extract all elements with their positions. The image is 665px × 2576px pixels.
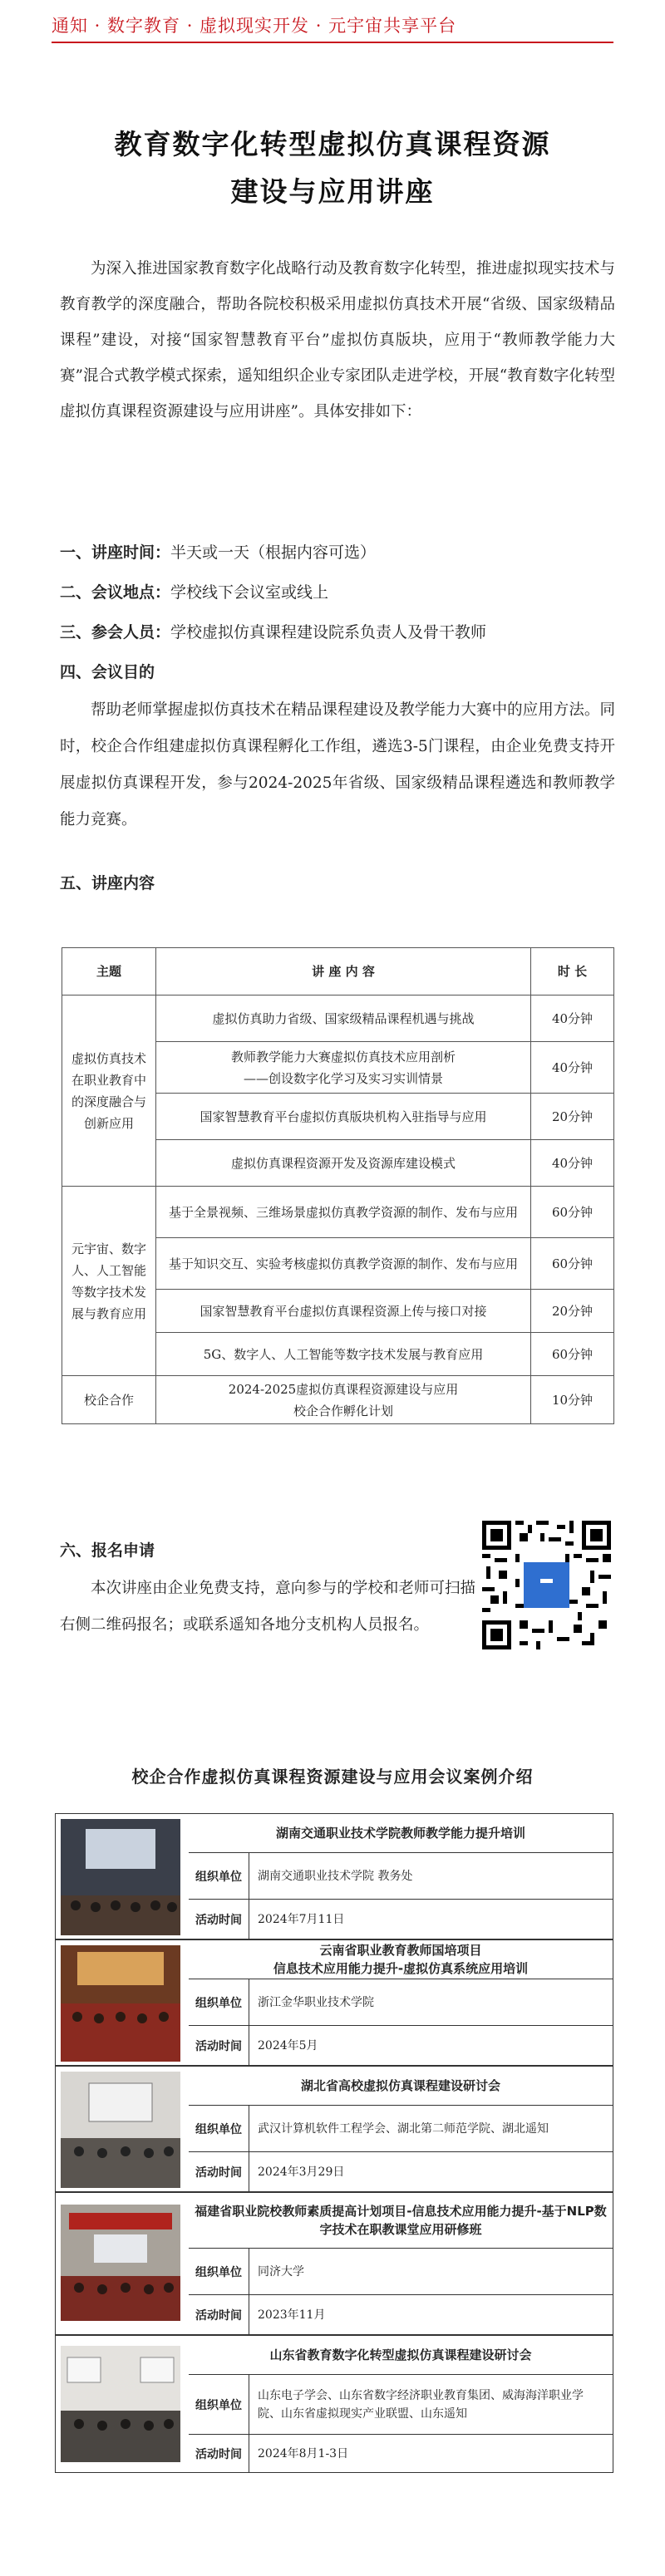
- purpose-paragraph: 帮助老师掌握虚拟仿真技术在精品课程建设及教学能力大赛中的应用方法。同时，校企合作组建虚拟仿真课程孵化工作组，遴选3-5门课程，由企业免费支持开展虚拟仿真课程开发，参与2024-2025年省级、国家级精品课程遴选和教师教学能力竞赛。: [60, 701, 615, 828]
- case-org-row: [189, 2248, 613, 2295]
- case-time-label: 活动时间: [189, 2152, 249, 2192]
- qr-code-graphic: [482, 1521, 611, 1649]
- case-org-value: 浙江金华职业技术学院: [258, 1996, 374, 2009]
- table-row: [62, 1187, 614, 1238]
- case-time-value: 2024年8月1-3日: [258, 2447, 349, 2460]
- case-org-label: 组织单位: [189, 1979, 249, 2026]
- case-photo: [61, 2346, 180, 2462]
- case-time-label: 活动时间: [189, 2295, 249, 2335]
- case-org-row: [189, 1979, 613, 2026]
- case-photo: [61, 1819, 180, 1935]
- case-title: 云南省职业教育教师国培项目 信息技术应用能力提升-虚拟仿真系统应用培训: [273, 1943, 529, 1976]
- agenda-topic-cell: 国家智慧教育平台虚拟仿真版块机构入驻指导与应用: [156, 1094, 531, 1140]
- registration-paragraph: 本次讲座由企业免费支持，意向参与的学校和老师可扫描右侧二维码报名；或联系遥知各地分支机构人员报名。: [60, 1580, 475, 1634]
- agenda-duration-cell: 60分钟: [531, 1187, 614, 1238]
- agenda-table: [62, 947, 614, 1424]
- table-row: [62, 995, 614, 1042]
- agenda-duration-cell: 20分钟: [531, 1094, 614, 1140]
- case-time-value: 2023年11月: [258, 2308, 326, 2322]
- agenda-topic-cell: 基于知识交互、实验考核虚拟仿真教学资源的制作、发布与应用: [156, 1238, 531, 1290]
- case-org-label: 组织单位: [189, 2375, 249, 2435]
- agenda-theme-cell: 虚拟仿真技术在职业教育中的深度融合与创新应用: [62, 995, 156, 1187]
- purpose-heading: 四、会议目的: [60, 663, 155, 681]
- agenda-topic-cell: 2024-2025虚拟仿真课程资源建设与应用 校企合作孵化计划: [156, 1376, 531, 1424]
- info-time-value: 半天或一天（根据内容可选）: [170, 543, 377, 562]
- case-photo: [61, 1945, 180, 2062]
- case-time-value: 2024年5月: [258, 2039, 318, 2052]
- registration-heading: 六、报名申请: [60, 1541, 155, 1560]
- registration-qr-code[interactable]: [482, 1521, 611, 1649]
- case-time-label: 活动时间: [189, 2435, 249, 2473]
- case-time-row: [189, 2434, 613, 2473]
- info-location-label: 二、会议地点：: [60, 583, 171, 602]
- case-time-label: 活动时间: [189, 1900, 249, 1939]
- agenda-topic-cell: 虚拟仿真助力省级、国家级精品课程机遇与挑战: [156, 995, 531, 1042]
- case-time-row: [189, 2294, 613, 2335]
- case-org-value: 武汉计算机软件工程学会、湖北第二师范学院、湖北遥知: [258, 2122, 549, 2136]
- agenda-duration-cell: 20分钟: [531, 1290, 614, 1333]
- content-heading: 五、讲座内容: [60, 874, 155, 892]
- agenda-topic-cell: 基于全景视频、三维场景虚拟仿真教学资源的制作、发布与应用: [156, 1187, 531, 1238]
- agenda-topic-cell: 虚拟仿真课程资源开发及资源库建设模式: [156, 1140, 531, 1187]
- case-org-row: [189, 2374, 613, 2435]
- cases-title: 校企合作虚拟仿真课程资源建设与应用会议案例介绍: [131, 1767, 534, 1787]
- header-banner: 通知 · 数字教育 · 虚拟现实开发 · 元宇宙共享平台: [52, 13, 613, 43]
- case-org-label: 组织单位: [189, 2106, 249, 2152]
- agenda-header-theme: 主题: [62, 948, 156, 995]
- case-card: [55, 2066, 613, 2192]
- info-location: [60, 582, 625, 603]
- case-org-label: 组织单位: [189, 2249, 249, 2295]
- qr-center-logo: [524, 1562, 569, 1608]
- agenda-topic-cell: 教师教学能力大赛虚拟仿真技术应用剖析 ——创设数字化学习及实习实训情景: [156, 1042, 531, 1094]
- agenda-duration-cell: 40分钟: [531, 995, 614, 1042]
- agenda-duration-cell: 40分钟: [531, 1042, 614, 1094]
- case-card: [55, 2192, 613, 2335]
- agenda-header-content: 讲 座 内 容: [156, 948, 531, 995]
- case-title: 福建省职业院校教师素质提高计划项目-信息技术应用能力提升-基于NLP数字技术在职教课堂应用研修班: [195, 2204, 607, 2237]
- case-time-label: 活动时间: [189, 2026, 249, 2066]
- agenda-duration-cell: 10分钟: [531, 1376, 614, 1424]
- case-time-value: 2024年3月29日: [258, 2166, 345, 2179]
- agenda-theme-cell: 校企合作: [62, 1376, 156, 1424]
- info-time-label: 一、讲座时间：: [60, 543, 171, 562]
- agenda-topic-cell: 国家智慧教育平台虚拟仿真课程资源上传与接口对接: [156, 1290, 531, 1333]
- agenda-header-row: [62, 948, 614, 995]
- info-attendees-value: 学校虚拟仿真课程建设院系负责人及骨干教师: [170, 623, 487, 642]
- case-org-row: [189, 1852, 613, 1900]
- agenda-duration-cell: 40分钟: [531, 1140, 614, 1187]
- table-row: [62, 1376, 614, 1424]
- case-time-row: [189, 1899, 613, 1939]
- case-time-row: [189, 2025, 613, 2066]
- agenda-topic-cell: 5G、数字人、人工智能等数字技术发展与教育应用: [156, 1333, 531, 1376]
- case-org-label: 组织单位: [189, 1853, 249, 1900]
- case-time-value: 2024年7月11日: [258, 1913, 345, 1926]
- case-card: [55, 1939, 613, 2066]
- agenda-duration-cell: 60分钟: [531, 1238, 614, 1290]
- case-card: [55, 1813, 613, 1939]
- case-org-row: [189, 2105, 613, 2152]
- intro-paragraph: 为深入推进国家教育数字化战略行动及教育数字化转型，推进虚拟现实技术与教育教学的深度融合，帮助各院校积极采用虚拟仿真技术开展“省级、国家级精品课程”建设，对接“国家智慧教育平台”虚拟仿真版块，应用于“教师教学能力大赛”混合式教学模式探索，遥知组织企业专家团队走进学校，开展“教育数字化转型虚拟仿真课程资源建设与应用讲座”。具体安排如下：: [60, 260, 615, 420]
- agenda-header-duration: 时 长: [531, 948, 614, 995]
- case-title: 山东省教育数字化转型虚拟仿真课程建设研讨会: [269, 2347, 532, 2362]
- info-location-value: 学校线下会议室或线上: [170, 583, 329, 602]
- case-org-value: 同济大学: [258, 2265, 304, 2279]
- info-time: [60, 542, 625, 563]
- agenda-duration-cell: 60分钟: [531, 1333, 614, 1376]
- case-org-value: 山东电子学会、山东省数字经济职业教育集团、威海海洋职业学院、山东省虚拟现实产业联盟、山东遥知: [258, 2389, 584, 2421]
- agenda-theme-cell: 元宇宙、数字人、人工智能等数字技术发展与教育应用: [62, 1187, 156, 1376]
- page-title-line2: 建设与应用讲座: [230, 175, 435, 208]
- page-title-line1: 教育数字化转型虚拟仿真课程资源: [114, 128, 551, 160]
- case-photo: [61, 2072, 180, 2188]
- case-org-value: 湖南交通职业技术学院 教务处: [258, 1870, 413, 1883]
- case-title: 湖北省高校虚拟仿真课程建设研讨会: [300, 2078, 500, 2093]
- case-time-row: [189, 2151, 613, 2192]
- info-attendees: [60, 622, 625, 643]
- case-photo: [61, 2205, 180, 2321]
- case-card: [55, 2335, 613, 2473]
- case-title: 湖南交通职业技术学院教师教学能力提升培训: [275, 1826, 525, 1841]
- info-attendees-label: 三、参会人员：: [60, 623, 171, 642]
